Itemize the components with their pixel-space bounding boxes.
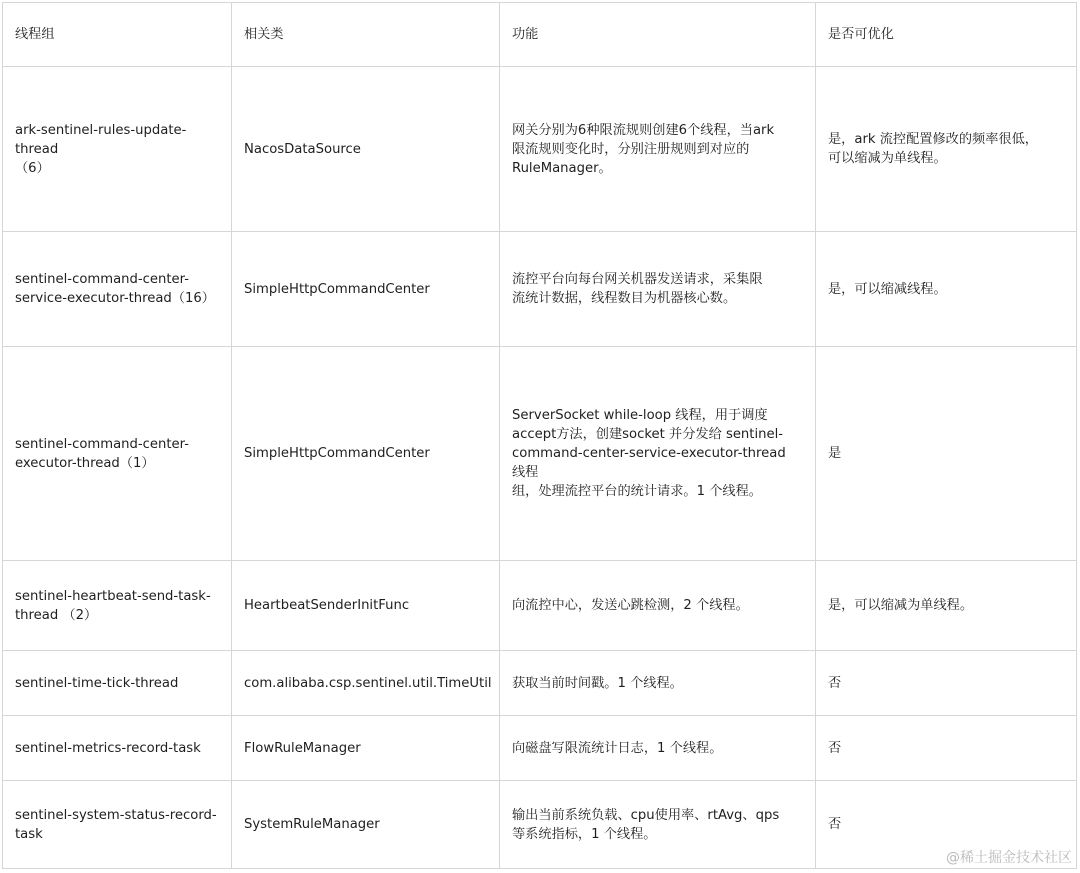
cell-related-class: SimpleHttpCommandCenter — [232, 232, 500, 347]
cell-function: 流控平台向每台网关机器发送请求，采集限 流统计数据，线程数目为机器核心数。 — [500, 232, 816, 347]
cell-related-class: com.alibaba.csp.sentinel.util.TimeUtil — [232, 651, 500, 716]
cell-function: 获取当前时间戳。1 个线程。 — [500, 651, 816, 716]
thread-table-container — [2, 2, 1076, 868]
table-row — [3, 347, 1077, 561]
cell-thread-group: sentinel-time-tick-thread — [3, 651, 232, 716]
thread-table — [2, 2, 1077, 869]
table-row — [3, 651, 1077, 716]
cell-related-class: FlowRuleManager — [232, 716, 500, 781]
table-row — [3, 232, 1077, 347]
cell-function: ServerSocket while-loop 线程，用于调度 accept方法，创建socket 并分发给 sentinel- command-center-service-executor-thread 线程 组，处理流控平台的统计请求。1 个线程。 — [500, 347, 816, 561]
cell-related-class: SystemRuleManager — [232, 781, 500, 869]
header-thread-group: 线程组 — [3, 3, 232, 67]
cell-thread-group: sentinel-command-center- executor-thread（1） — [3, 347, 232, 561]
cell-optimizable: 是，可以缩减线程。 — [816, 232, 1077, 347]
cell-function: 向磁盘写限流统计日志，1 个线程。 — [500, 716, 816, 781]
cell-thread-group: sentinel-heartbeat-send-task- thread （2） — [3, 561, 232, 651]
cell-optimizable: 否 — [816, 651, 1077, 716]
cell-optimizable: 是，可以缩减为单线程。 — [816, 561, 1077, 651]
cell-function: 网关分别为6种限流规则创建6个线程，当ark 限流规则变化时，分别注册规则到对应的 RuleManager。 — [500, 67, 816, 232]
cell-related-class: SimpleHttpCommandCenter — [232, 347, 500, 561]
table-row — [3, 716, 1077, 781]
header-optimizable: 是否可优化 — [816, 3, 1077, 67]
cell-related-class: HeartbeatSenderInitFunc — [232, 561, 500, 651]
cell-thread-group: sentinel-system-status-record- task — [3, 781, 232, 869]
table-row — [3, 781, 1077, 869]
table-header-row — [3, 3, 1077, 67]
cell-optimizable: 否 — [816, 781, 1077, 869]
cell-function: 输出当前系统负载、cpu使用率、rtAvg、qps 等系统指标，1 个线程。 — [500, 781, 816, 869]
cell-optimizable: 否 — [816, 716, 1077, 781]
cell-optimizable: 是，ark 流控配置修改的频率很低， 可以缩减为单线程。 — [816, 67, 1077, 232]
cell-thread-group: sentinel-metrics-record-task — [3, 716, 232, 781]
header-function: 功能 — [500, 3, 816, 67]
cell-thread-group: ark-sentinel-rules-update-thread （6） — [3, 67, 232, 232]
table-row — [3, 561, 1077, 651]
watermark: @稀土掘金技术社区 — [946, 850, 1072, 866]
table-row — [3, 67, 1077, 232]
cell-thread-group: sentinel-command-center- service-executor-thread（16） — [3, 232, 232, 347]
cell-optimizable: 是 — [816, 347, 1077, 561]
cell-related-class: NacosDataSource — [232, 67, 500, 232]
header-related-class: 相关类 — [232, 3, 500, 67]
cell-function: 向流控中心，发送心跳检测，2 个线程。 — [500, 561, 816, 651]
